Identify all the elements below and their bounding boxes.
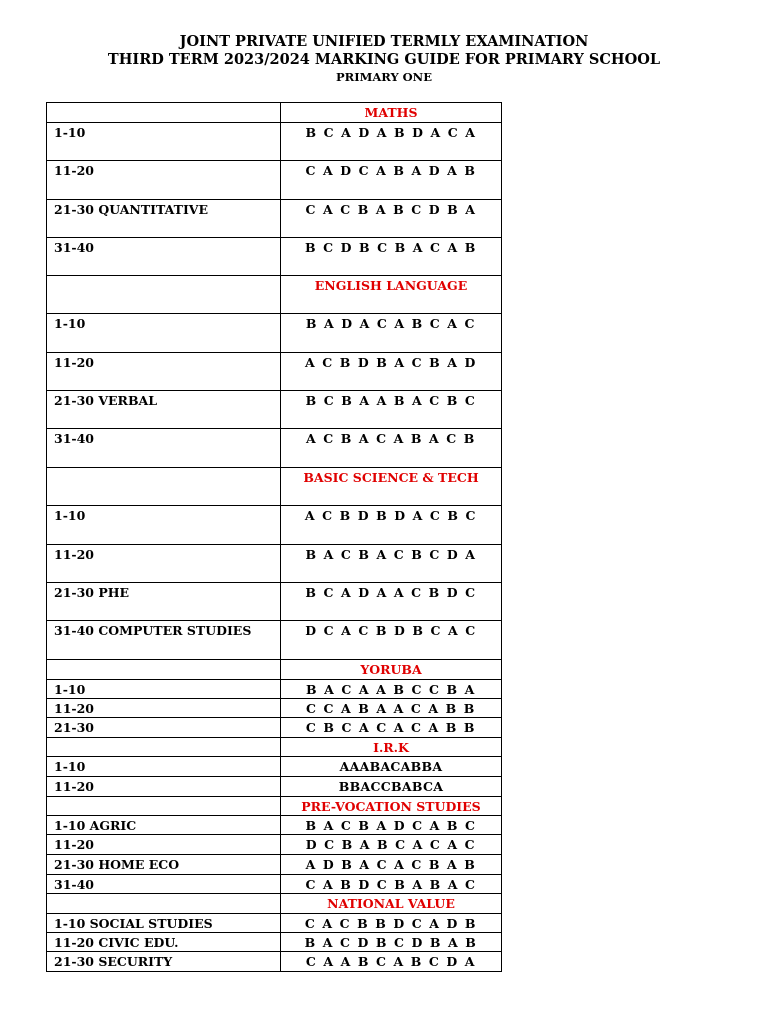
answer-row — [47, 314, 502, 353]
answer-key-cell: B C A D A B D A C A — [281, 123, 502, 161]
question-range-cell: 21-30 QUANTITATIVE — [47, 200, 281, 238]
subject-name-cell: PRE-VOCATION STUDIES — [281, 797, 502, 816]
question-range-cell: 11-20 — [47, 699, 281, 718]
answer-key-cell: D C A C B D B C A C — [281, 621, 502, 660]
question-range-cell: 1-10 AGRIC — [47, 816, 281, 835]
answer-key-cell: C C A B A A C A B B — [281, 699, 502, 718]
document-subtitle: THIRD TERM 2023/2024 MARKING GUIDE FOR PRIMARY SCHOOL — [107, 51, 661, 68]
answer-row — [47, 353, 502, 391]
answer-key-cell: B C D B C B A C A B — [281, 238, 502, 276]
question-range-cell: 1-10 — [47, 506, 281, 545]
answer-row — [47, 200, 502, 238]
answer-key-cell: A C B A C A B A C B — [281, 429, 502, 468]
answer-key-cell: B C A D A A C B D C — [281, 583, 502, 621]
question-range-cell — [47, 276, 281, 314]
answer-key-cell: A C B D B A C B A D — [281, 353, 502, 391]
question-range-cell: 1-10 — [47, 680, 281, 699]
subject-name-cell: YORUBA — [281, 660, 502, 680]
question-range-cell: 31-40 — [47, 875, 281, 894]
question-range-cell: 11-20 — [47, 353, 281, 391]
question-range-cell: 11-20 CIVIC EDU. — [47, 933, 281, 952]
document-title: JOINT PRIVATE UNIFIED TERMLY EXAMINATION — [179, 33, 589, 50]
question-range-cell — [47, 468, 281, 506]
answer-row — [47, 699, 502, 718]
answer-row — [47, 545, 502, 583]
question-range-cell — [47, 738, 281, 757]
answer-row — [47, 238, 502, 276]
answer-row — [47, 718, 502, 738]
answer-key-cell: BBACCBABCA — [281, 777, 502, 797]
question-range-cell: 21-30 SECURITY — [47, 952, 281, 972]
subject-header-row — [47, 738, 502, 757]
answer-row — [47, 161, 502, 200]
answer-row — [47, 506, 502, 545]
subject-name-cell: ENGLISH LANGUAGE — [281, 276, 502, 314]
subject-name-cell: MATHS — [281, 103, 502, 123]
subject-name-cell: BASIC SCIENCE & TECH — [281, 468, 502, 506]
subject-header-row — [47, 276, 502, 314]
answer-key-cell: C A D C A B A D A B — [281, 161, 502, 200]
subject-name-cell: I.R.K — [281, 738, 502, 757]
answer-key-cell: D C B A B C A C A C — [281, 835, 502, 855]
question-range-cell — [47, 660, 281, 680]
subject-header-row — [47, 660, 502, 680]
answer-key-cell: B A C B A C B C D A — [281, 545, 502, 583]
answer-key-cell: B A D A C A B C A C — [281, 314, 502, 353]
answer-key-cell: C B C A C A C A B B — [281, 718, 502, 738]
question-range-cell: 31-40 — [47, 429, 281, 468]
answer-row — [47, 621, 502, 660]
answer-row — [47, 391, 502, 429]
answer-key-cell: C A B D C B A B A C — [281, 875, 502, 894]
answer-key-cell: A D B A C A C B A B — [281, 855, 502, 875]
answer-row — [47, 583, 502, 621]
question-range-cell: 21-30 VERBAL — [47, 391, 281, 429]
class-level: PRIMARY ONE — [336, 70, 432, 84]
question-range-cell: 1-10 — [47, 123, 281, 161]
question-range-cell — [47, 103, 281, 123]
question-range-cell: 1-10 SOCIAL STUDIES — [47, 914, 281, 933]
question-range-cell: 21-30 HOME ECO — [47, 855, 281, 875]
question-range-cell: 11-20 — [47, 161, 281, 200]
answer-key-cell: C A C B A B C D B A — [281, 200, 502, 238]
subject-header-row — [47, 468, 502, 506]
answer-key-cell: B A C A A B C C B A — [281, 680, 502, 699]
answer-row — [47, 952, 502, 972]
marking-guide-table — [46, 102, 502, 972]
answer-row — [47, 914, 502, 933]
question-range-cell — [47, 797, 281, 816]
question-range-cell: 11-20 — [47, 545, 281, 583]
answer-row — [47, 123, 502, 161]
question-range-cell: 21-30 PHE — [47, 583, 281, 621]
question-range-cell: 31-40 — [47, 238, 281, 276]
answer-row — [47, 875, 502, 894]
answer-row — [47, 680, 502, 699]
question-range-cell: 31-40 COMPUTER STUDIES — [47, 621, 281, 660]
answer-row — [47, 429, 502, 468]
question-range-cell: 11-20 — [47, 835, 281, 855]
subject-header-row — [47, 894, 502, 914]
answer-row — [47, 757, 502, 777]
answer-row — [47, 816, 502, 835]
answer-key-cell: C A C B B D C A D B — [281, 914, 502, 933]
answer-key-cell: AAABACABBA — [281, 757, 502, 777]
subject-header-row — [47, 797, 502, 816]
answer-key-cell: C A A B C A B C D A — [281, 952, 502, 972]
answer-row — [47, 777, 502, 797]
answer-key-cell: B A C B A D C A B C — [281, 816, 502, 835]
answer-row — [47, 933, 502, 952]
question-range-cell: 11-20 — [47, 777, 281, 797]
answer-row — [47, 835, 502, 855]
question-range-cell: 1-10 — [47, 757, 281, 777]
subject-header-row — [47, 103, 502, 123]
subject-name-cell: NATIONAL VALUE — [281, 894, 502, 914]
answer-key-cell: A C B D B D A C B C — [281, 506, 502, 545]
answer-row — [47, 855, 502, 875]
answer-key-cell: B C B A A B A C B C — [281, 391, 502, 429]
question-range-cell — [47, 894, 281, 914]
answer-key-cell: B A C D B C D B A B — [281, 933, 502, 952]
question-range-cell: 1-10 — [47, 314, 281, 353]
question-range-cell: 21-30 — [47, 718, 281, 738]
